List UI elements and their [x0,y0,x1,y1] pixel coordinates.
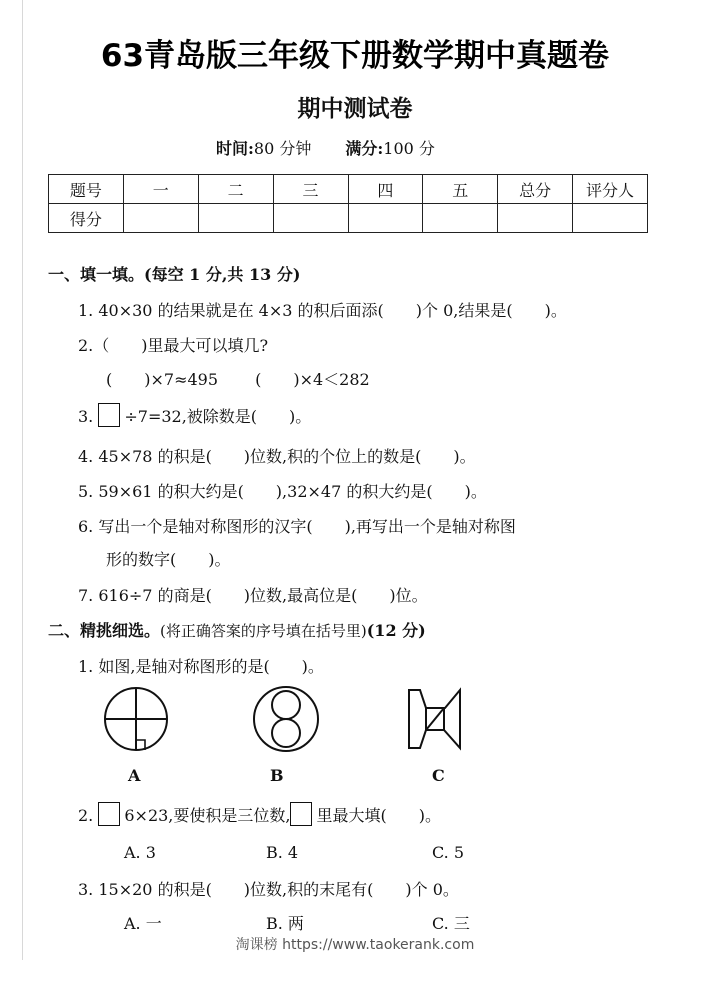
answer-box [98,802,120,826]
time-value: 80 分钟 [253,139,312,158]
question-text-a: 6×23,要使积是三位数, [124,806,291,825]
figure-a [105,688,167,750]
score-label: 满分: [345,139,384,158]
section-2-title: 二、精挑细选。 [48,621,161,640]
header-cell: 二 [198,175,273,204]
score-cell [123,204,198,233]
option-2-2-a: A. 3 [124,843,156,862]
option-2-3-b: B. 两 [266,914,304,933]
score-value: 100 分 [383,139,435,158]
option-2-3-a: A. 一 [124,914,162,933]
header-cell: 评分人 [573,175,648,204]
option-2-3-c: C. 三 [432,914,470,933]
score-cell [423,204,498,233]
section-1-note: (每空 1 分,共 13 分) [144,265,301,284]
footer-watermark: 淘课榜 https://www.taokerank.com [235,937,475,953]
answer-box [98,403,120,427]
question-1-1: 1. 40×30 的结果就是在 4×3 的积后面添( )个 0,结果是( )。 [78,301,567,320]
question-2-3: 3. 15×20 的积是( )位数,积的末尾有( )个 0。 [78,880,459,899]
question-text: ÷7=32,被除数是( )。 [124,407,312,426]
score-cell [198,204,273,233]
figure-label-c: C [432,766,445,785]
time-label: 时间: [216,139,254,158]
symmetry-figures [100,684,480,754]
question-1-3 [78,403,311,427]
question-1-2: 2.（ )里最大可以填几? [78,336,269,355]
figure-label-a: A [128,766,141,785]
score-table-row [49,204,648,233]
score-table-header-row [49,175,648,204]
question-1-6-cont: 形的数字( )。 [106,550,231,569]
figure-c [409,690,460,748]
figure-label-b: B [270,766,284,785]
question-number: 2. [78,806,94,825]
exam-info-line [216,136,435,159]
header-cell: 五 [423,175,498,204]
question-1-4: 4. 45×78 的积是( )位数,积的个位上的数是( )。 [78,447,476,466]
question-2-2 [78,802,441,826]
document-title: 63青岛版三年级下册数学期中真题卷 [100,38,610,74]
header-cell: 题号 [49,175,124,204]
score-cell [273,204,348,233]
section-2-points: (12 分) [366,621,426,640]
header-cell: 四 [348,175,423,204]
option-2-2-c: C. 5 [432,843,465,862]
section-1-heading [48,262,300,285]
margin-line [22,0,23,960]
header-cell: 总分 [498,175,573,204]
score-cell [498,204,573,233]
question-number: 3. [78,407,94,426]
question-1-2-sub: ( )×7≈495 ( )×4＜282 [106,370,370,389]
question-text-b: 里最大填( )。 [316,806,441,825]
header-cell: 一 [123,175,198,204]
section-2-note: (将正确答案的序号填在括号里) [160,622,367,640]
question-1-6: 6. 写出一个是轴对称图形的汉字( ),再写出一个是轴对称图 [78,517,516,536]
figure-b [254,687,318,751]
score-cell [348,204,423,233]
score-cell [573,204,648,233]
question-2-1: 1. 如图,是轴对称图形的是( )。 [78,657,324,676]
question-1-7: 7. 616÷7 的商是( )位数,最高位是( )位。 [78,586,428,605]
exam-title: 期中测试卷 [297,95,413,122]
section-1-title: 一、填一填。 [48,265,145,284]
section-2-heading [48,618,426,641]
option-2-2-b: B. 4 [266,843,299,862]
score-table [48,174,648,233]
row-label-cell: 得分 [49,204,124,233]
question-1-5: 5. 59×61 的积大约是( ),32×47 的积大约是( )。 [78,482,487,501]
header-cell: 三 [273,175,348,204]
answer-box [290,802,312,826]
